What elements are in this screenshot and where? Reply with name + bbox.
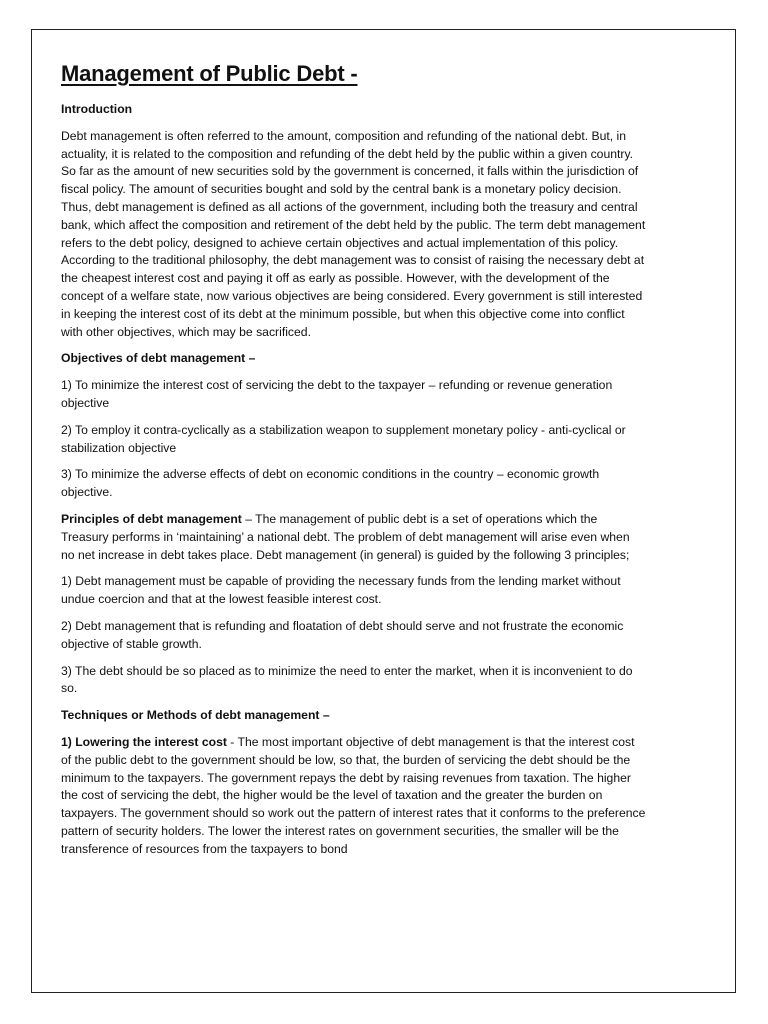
document-title: Management of Public Debt - (61, 61, 358, 86)
principle-item: 2) Debt management that is refunding and floatation of debt should serve and not frustrate the economic objective of stable growth. (61, 618, 624, 651)
objective-item: 2) To employ it contra-cyclically as a stabilization weapon to supplement monetary policy - anti-cyclical or stabilization objective (61, 422, 626, 455)
objective-item: 1) To minimize the interest cost of servicing the debt to the taxpayer – refunding or revenue generation objective (61, 378, 613, 410)
techniques-heading: Techniques or Methods of debt management – (61, 708, 330, 723)
introduction-heading: Introduction (61, 102, 133, 116)
introduction-paragraph: Debt management is often referred to the amount, composition and refunding of the national debt. But, in actuality, it is related to the composition and refunding of the debt held by the public within a given country. So far as the amount of new securities sold by the government is concerned, it falls within the jurisdiction of fiscal policy. The amount of securities bought and sold by the central bank is a monetary policy decision. Thus, debt management is defined as all actions of the government, including both the treasury and central bank, which affect the composition and retirement of the debt held by the public. The term debt management refers to the debt policy, designed to achieve certain objectives and actual implementation of this policy. According to the traditional philosophy, the debt management was to consist of raising the necessary debt at the cheapest interest cost and paying it off as early as possible. However, with the development of the concept of a welfare state, now various objectives are being considered. Every government is still interested in keeping the interest cost of its debt at the minimum possible, but when this objective come into conflict with other objectives, which may be sacrificed. (61, 128, 646, 339)
document-body (61, 60, 646, 867)
principle-item: 3) The debt should be so placed as to minimize the need to enter the market, when it is inconvenient to do so. (61, 663, 633, 696)
objectives-heading: Objectives of debt management – (61, 351, 256, 366)
principles-heading: Principles of debt management (61, 511, 242, 526)
principles-text: – The management of public debt is a set of operations which the Treasury performs in ‘maintaining’ a national debt. The problem of debt management will arise even when no net increase in debt takes place. Debt management (in general) is guided by the following 3 principles; (61, 511, 630, 562)
technique-paragraph (61, 734, 646, 859)
technique-1-text: - The most important objective of debt management is that the interest cost of the public debt to the government should be low, so that, the burden of servicing the debt should be the minimum to the taxpayers. The government repays the debt by raising revenues from taxation. The higher the cost of servicing the debt, the higher would be the level of taxation and the greater the burden on taxpayers. The government should so work out the pattern of interest rates that it conforms to the preference pattern of security holders. The lower the interest rates on government securities, the smaller will be the transference of resources from the taxpayers to bond (61, 734, 646, 856)
principle-item: 1) Debt management must be capable of providing the necessary funds from the lending market without undue coercion and that at the lowest feasible interest cost. (61, 574, 621, 607)
technique-1-heading: 1) Lowering the interest cost (61, 734, 227, 749)
principles-paragraph (61, 511, 646, 564)
objective-item: 3) To minimize the adverse effects of debt on economic conditions in the country – economic growth objective. (61, 467, 600, 500)
